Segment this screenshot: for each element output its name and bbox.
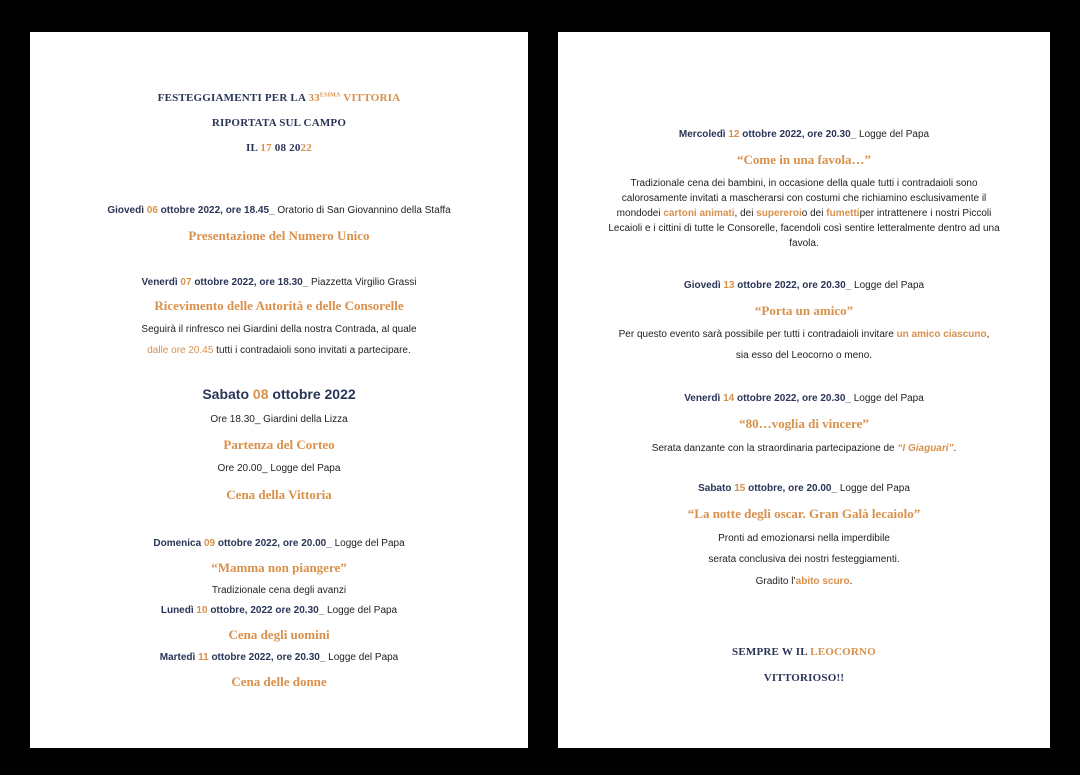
- event-title: “Mamma non piangere”: [211, 560, 347, 575]
- event-date-line: Giovedì 06 ottobre 2022, ore 18.45_ Oratorio di San Giovannino della Staffa: [107, 205, 451, 216]
- celebration-title-line2: RIPORTATA SUL CAMPO: [211, 117, 347, 129]
- event-date-line: Domenica 09 ottobre 2022, ore 20.00_ Logge del Papa: [153, 538, 405, 549]
- event-description: sia esso del Leocorno o meno.: [735, 350, 873, 361]
- event-description: Per questo evento sarà possibile per tutti i contradaioli invitare un amico ciascuno,: [618, 329, 990, 340]
- event-date-line: Giovedì 13 ottobre 2022, ore 20.30_ Logge del Papa: [683, 280, 925, 291]
- event-date-line: Venerdì 14 ottobre 2022, ore 20.30_ Logge del Papa: [684, 393, 924, 404]
- event-title: Cena della Vittoria: [226, 487, 332, 502]
- event-title: “80…voglia di vincere”: [739, 416, 869, 431]
- event-description: Seguirà il rinfresco nei Giardini della nostra Contrada, al quale: [141, 324, 417, 335]
- event-description: Serata danzante con la straordinaria partecipazione de “I Giaguari”.: [651, 443, 957, 454]
- celebration-title-line1: FESTEGGIAMENTI PER LA $33^{ESIMA}$ VITTORIA: [157, 92, 401, 104]
- event-description: Lecaioli e i cittini di tutte le Consorelle, facendoli così sentire letteralmente dentro ad una: [608, 223, 1000, 234]
- event-description: dalle ore 20.45 tutti i contradaioli sono invitati a partecipare.: [147, 345, 411, 356]
- event-description: mondodei cartoni animati, dei supereroio dei fumettiper intrattenere i nostri Piccoli: [616, 208, 992, 219]
- event-description: favola.: [789, 238, 819, 249]
- event-title: Ricevimento delle Autorità e delle Consorelle: [154, 298, 404, 313]
- celebration-title-line3: IL 17 08 2022: [246, 142, 312, 154]
- event-description: Gradito l’abito scuro.: [755, 576, 853, 587]
- event-date-line: Venerdì 07 ottobre 2022, ore 18.30_ Piazzetta Virgilio Grassi: [141, 277, 417, 288]
- event-title: Cena delle donne: [231, 674, 327, 689]
- event-description: Tradizionale cena dei bambini, in occasione della quale tutti i contradaioli sono: [630, 178, 978, 189]
- event-title: Cena degli uomini: [228, 627, 330, 642]
- event-title: Presentazione del Numero Unico: [188, 228, 370, 243]
- right-page: [558, 32, 1050, 748]
- event-description: Tradizionale cena degli avanzi: [211, 585, 347, 596]
- event-title: Partenza del Corteo: [223, 437, 335, 452]
- event-date-line: Sabato 15 ottobre, ore 20.00_ Logge del Papa: [698, 483, 910, 494]
- event-description: Pronti ad emozionarsi nella imperdibile: [718, 533, 890, 544]
- closing-line1: SEMPRE W IL LEOCORNO: [732, 646, 876, 658]
- event-time-line: Ore 18.30_ Giardini della Lizza: [210, 414, 348, 425]
- left-page: [30, 32, 528, 748]
- event-time-line: Ore 20.00_ Logge del Papa: [217, 463, 341, 474]
- event-title: “Come in una favola…”: [737, 152, 871, 167]
- event-date-line: Martedì 11 ottobre 2022, ore 20.30_ Logge del Papa: [159, 652, 399, 663]
- event-title: “Porta un amico”: [754, 303, 854, 318]
- event-description: calorosamente invitati a mascherarsi con costumi che richiamino esclusivamente il: [621, 193, 987, 204]
- event-date-line: Lunedì 10 ottobre, 2022 ore 20.30_ Logge del Papa: [160, 605, 398, 616]
- closing-line2: VITTORIOSO!!: [763, 672, 845, 684]
- saturday-heading: Sabato 08 ottobre 2022: [202, 386, 356, 402]
- event-date-line: Mercoledì 12 ottobre 2022, ore 20.30_ Logge del Papa: [678, 129, 930, 140]
- event-description: serata conclusiva dei nostri festeggiamenti.: [708, 554, 900, 565]
- event-title: “La notte degli oscar. Gran Galà lecaiolo”: [687, 506, 921, 521]
